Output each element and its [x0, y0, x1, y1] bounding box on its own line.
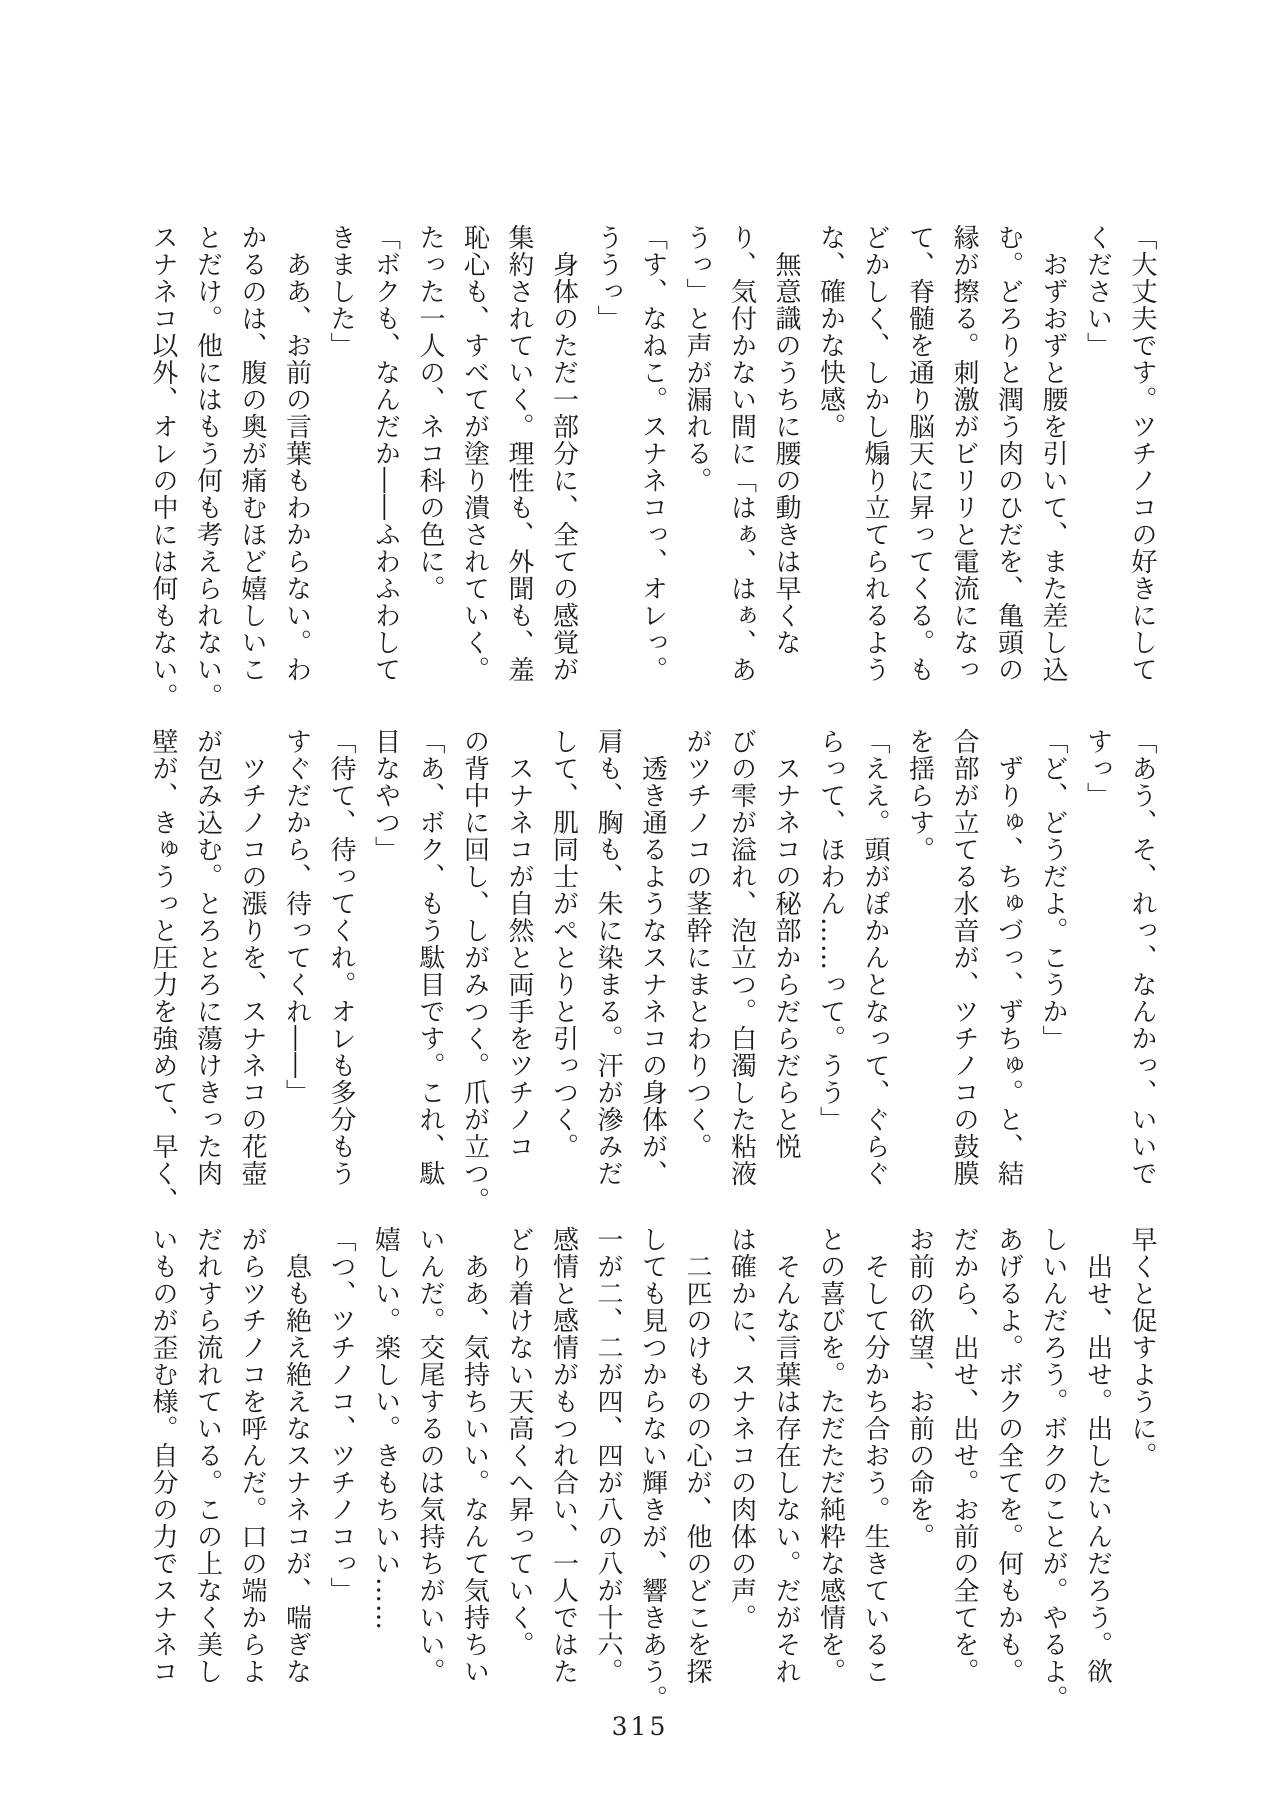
text-line: 「ボクも、なんだか――ふわふわして [370, 224, 401, 683]
text-line: すっ」 [1082, 728, 1113, 809]
text-line: り、気付かない間に「はぁ、はぁ、あ [726, 224, 757, 683]
text-line: 「ど、どうだよ。こうか」 [1038, 728, 1068, 1052]
text-line: 縁が擦る。刺激がビリリと電流になっ [949, 224, 979, 683]
text-line: 無意識のうちに腰の動きは早くな [771, 224, 801, 656]
text-line: 一が二、二が四、四が八の八が十六。 [593, 1226, 623, 1685]
page-number: 315 [611, 1712, 669, 1741]
text-line: いんだ。交尾するのは気持ちがいい。 [415, 1226, 445, 1685]
text-line: 壁が、きゅうっと圧力を強めて、早く、 [148, 728, 178, 1214]
text-line: すぐだから、待ってくれ――」 [281, 728, 312, 1106]
text-line: そんな言葉は存在しない。だがそれ [771, 1226, 801, 1685]
text-line: して、肌同士がぺとりと引っつく。 [548, 728, 579, 1160]
text-line: そして分かち合おう。生きているこ [860, 1226, 890, 1685]
text-line: ツチノコの漲りを、スナネコの花壺 [237, 728, 267, 1187]
text-line: スナネコの秘部からだらだらと悦 [771, 728, 801, 1160]
text-line: て、脊髄を通り脳天に昇ってくる。も [904, 224, 935, 683]
text-line: 「す、なねこ。スナネコっ、オレっ。 [637, 224, 668, 683]
text-line: ううっ」 [593, 224, 623, 332]
text-line: 「あう、そ、れっ、なんかっ、いいで [1127, 728, 1157, 1187]
text-line: 身体のただ一部分に、全ての感覚が [548, 224, 579, 683]
text-line: 合部が立てる水音が、ツチノコの鼓膜 [949, 728, 979, 1187]
text-line: ああ、お前の言葉もわからない。わ [281, 224, 312, 683]
text-line: 息も絶え絶えなスナネコが、喘ぎな [281, 1226, 312, 1685]
text-line: いものが歪む様。自分の力でスナネコ [148, 1226, 178, 1685]
text-line: おずおずと腰を引いて、また差し込 [1038, 224, 1068, 683]
text-line: 「あ、ボク、もう駄目です。これ、駄 [415, 728, 445, 1187]
text-line: 集約されていく。理性も、外聞も、羞 [504, 224, 534, 683]
text-line: がらツチノコを呼んだ。口の端からよ [237, 1226, 267, 1685]
text-block-bottom [141, 1226, 1165, 1718]
text-line: との喜びを。ただただ純粋な感情を。 [815, 1226, 846, 1685]
text-line: 「ええ。頭がぽかんとなって、ぐらぐ [860, 728, 890, 1187]
text-line: だから、出せ、出せ。お前の全てを。 [949, 1226, 979, 1685]
text-line: 二匹のけものの心が、他のどこを探 [682, 1226, 712, 1685]
text-line: とだけ。他にはもう何も考えられない。 [192, 224, 223, 710]
text-line: 目なやつ」 [370, 728, 401, 863]
text-line: らって、ほわん……って。うう」 [815, 728, 846, 1133]
text-line: 出せ、出せ。出したいんだろう。欲 [1082, 1226, 1113, 1685]
text-line: しても見つからない輝きが、響きあう。 [637, 1226, 668, 1712]
text-line: 「つ、ツチノコ、ツチノコっ」 [326, 1226, 356, 1604]
text-line: 肩も、胸も、朱に染まる。汗が滲みだ [593, 728, 623, 1187]
text-line: は確かに、スナネコの肉体の声。 [726, 1226, 757, 1631]
text-line: どり着けない天高くへ昇っていく。 [504, 1226, 534, 1658]
text-block-top [141, 224, 1165, 716]
text-line: スナネコが自然と両手をツチノコ [504, 728, 534, 1160]
text-line: 「大丈夫です。ツチノコの好きにして [1127, 224, 1157, 683]
text-line: を揺らす。 [904, 728, 935, 863]
text-line: たった一人の、ネコ科の色に。 [415, 224, 445, 602]
text-line: どかしく、しかし煽り立てられるよう [860, 224, 890, 683]
text-line: かるのは、腹の奥が痛むほど嬉しいこ [237, 224, 267, 683]
text-line: だれすら流れている。この上なく美し [192, 1226, 223, 1685]
text-line: 早くと促すように。 [1127, 1226, 1157, 1469]
text-line: む。どろりと潤う肉のひだを、亀頭の [993, 224, 1024, 683]
text-line: ずりゅ、ちゅづっ、ずちゅ。と、結 [993, 728, 1024, 1187]
text-line: ください」 [1082, 224, 1113, 359]
text-line: しいんだろう。ボクのことが。やるよ。 [1038, 1226, 1068, 1712]
text-line: 透き通るようなスナネコの身体が、 [637, 728, 668, 1187]
text-line: 恥心も、すべてが塗り潰されていく。 [459, 224, 490, 683]
text-line: スナネコ以外、オレの中には何もない。 [148, 224, 178, 710]
text-line: あげるよ。ボクの全てを。何もかも。 [993, 1226, 1024, 1685]
text-line: の背中に回し、しがみつく。爪が立つ。 [459, 728, 490, 1214]
text-line: な、確かな快感。 [815, 224, 846, 440]
text-line: がツチノコの茎幹にまとわりつく。 [682, 728, 712, 1160]
text-line: うっ」と声が漏れる。 [682, 224, 712, 494]
text-line: 「待て、待ってくれ。オレも多分もう [326, 728, 356, 1187]
text-line: お前の欲望、お前の命を。 [904, 1226, 935, 1550]
text-line: びの雫が溢れ、泡立つ。白濁した粘液 [726, 728, 757, 1187]
text-block-middle [141, 728, 1165, 1220]
text-line: が包み込む。とろとろに蕩けきった肉 [192, 728, 223, 1187]
text-line: 嬉しい。楽しい。きもちいい…… [370, 1226, 401, 1631]
text-line: ああ、気持ちいい。なんて気持ちい [459, 1226, 490, 1685]
text-line: きました」 [326, 224, 356, 359]
text-line: 感情と感情がもつれ合い、一人ではた [548, 1226, 579, 1685]
